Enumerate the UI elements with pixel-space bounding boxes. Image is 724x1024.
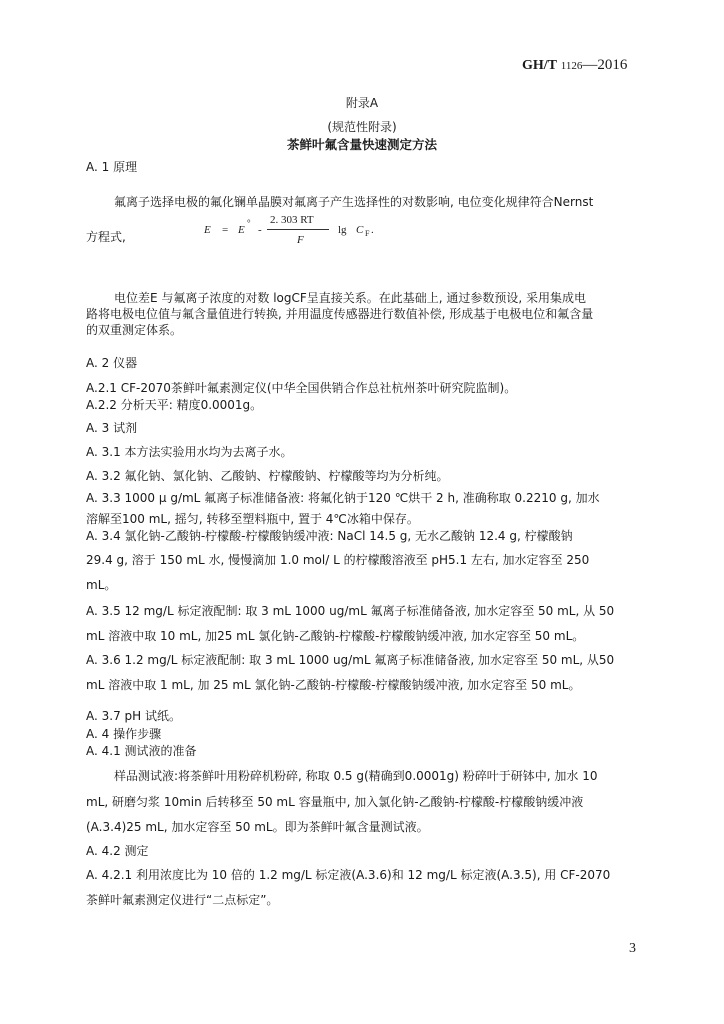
reagent-3-4-line-2: 29.4 g, 溶于 150 mL 水, 慢慢滴加 1.0 mol/ L 的柠檬酸溶液至 pH5.1 左右, 加水定容至 250 (86, 553, 590, 567)
instrument-line-1: A.2.1 CF-2070茶鲜叶氟素测定仪(中华全国供销合作总社杭州茶叶研究院监制)。 (86, 381, 517, 395)
principle-line-3: 电位差E 与氟离子浓度的对数 logCF呈直接关系。在此基础上, 通过参数预设, 采用集成电 (114, 291, 587, 305)
code-year: 2016 (597, 57, 628, 73)
formula-denominator: F (297, 234, 304, 246)
reagent-3-5-line-2: mL 溶液中取 10 mL, 加25 mL 氯化钠-乙酸钠-柠檬酸-柠檬酸钠缓冲液, 加水定容至 50 mL。 (86, 629, 585, 643)
prep-line-3: (A.3.4)25 mL, 加水定容至 50 mL。即为茶鲜叶氟含量测试液。 (86, 820, 429, 834)
fraction-line (267, 229, 329, 230)
principle-line-2: 方程式, (86, 230, 126, 244)
nernst-formula (200, 210, 400, 254)
reagent-3-3-line-2: 溶解至100 mL, 摇匀, 转移至塑料瓶中, 置于 4℃冰箱中保存。 (86, 512, 419, 526)
instrument-line-2: A.2.2 分析天平: 精度0.0001g。 (86, 398, 263, 412)
principle-line-4: 路将电极电位值与氟含量值进行转换, 并用温度传感器进行数值补偿, 形成基于电极电位和氟含量 (86, 307, 594, 321)
measure-line-1: A. 4.2.1 利用浓度比为 10 倍的 1.2 mg/L 标定液(A.3.6)和 12 mg/L 标定液(A.3.5), 用 CF-2070 (86, 868, 611, 882)
standard-code (522, 58, 627, 73)
reagent-3-4-line-3: mL。 (86, 578, 117, 592)
formula-equals: = (222, 224, 229, 236)
section-a4-heading: A. 4 操作步骤 (86, 727, 162, 741)
section-a4-2-heading: A. 4.2 测定 (86, 844, 149, 858)
formula-subscript: F (365, 229, 370, 238)
formula-c: C (356, 224, 364, 236)
reagent-3-4-line-1: A. 3.4 氯化钠-乙酸钠-柠檬酸-柠檬酸钠缓冲液: NaCl 14.5 g, 无水乙酸钠 12.4 g, 柠檬酸钠 (86, 529, 573, 543)
formula-numerator: 2. 303 RT (270, 214, 314, 226)
code-prefix: GH/T (522, 58, 558, 73)
section-a1-heading: A. 1 原理 (86, 160, 138, 174)
appendix-heading: 茶鲜叶氟含量快速测定方法 (286, 137, 437, 152)
code-dash: — (582, 57, 598, 73)
reagent-3-6-line-2: mL 溶液中取 1 mL, 加 25 mL 氯化钠-乙酸钠-柠檬酸-柠檬酸钠缓冲液, 加水定容至 50 mL。 (86, 678, 581, 692)
appendix-subtitle: (规范性附录) (327, 120, 397, 134)
reagent-3-3-line-1: A. 3.3 1000 μ g/mL 氟离子标准储备液: 将氟化钠于120 ℃烘干 2 h, 准确称取 0.2210 g, 加水 (86, 491, 600, 505)
reagent-3-6-line-1: A. 3.6 1.2 mg/L 标定液配制: 取 3 mL 1000 ug/mL 氟离子标准储备液, 加水定容至 50 mL, 从50 (86, 653, 615, 667)
prep-line-2: mL, 研磨匀浆 10min 后转移至 50 mL 容量瓶中, 加入氯化钠-乙酸钠-柠檬酸-柠檬酸钠缓冲液 (86, 795, 584, 809)
principle-line-1: 氟离子选择电极的氟化镧单晶膜对氟离子产生选择性的对数影响, 电位变化规律符合Nernst (114, 195, 594, 209)
section-a3-heading: A. 3 试剂 (86, 421, 138, 435)
page-number: 3 (629, 941, 636, 956)
section-a2-heading: A. 2 仪器 (86, 356, 138, 370)
reagent-3-5-line-1: A. 3.5 12 mg/L 标定液配制: 取 3 mL 1000 ug/mL 氟离子标准储备液, 加水定容至 50 mL, 从 50 (86, 604, 615, 618)
measure-line-2: 茶鲜叶氟素测定仪进行“二点标定”。 (86, 893, 279, 907)
principle-line-5: 的双重测定体系。 (86, 323, 183, 337)
formula-dot: . (371, 224, 374, 236)
formula-e: E (204, 224, 211, 236)
section-a4-1-heading: A. 4.1 测试液的准备 (86, 744, 197, 758)
prep-line-1: 样品测试液:将茶鲜叶用粉碎机粉碎, 称取 0.5 g(精确到0.0001g) 粉碎叶于研钵中, 加水 10 (114, 769, 598, 783)
formula-degree: ° (247, 218, 251, 228)
reagent-3-1: A. 3.1 本方法实验用水均为去离子水。 (86, 445, 293, 459)
formula-e0: E (238, 224, 245, 236)
reagent-3-2: A. 3.2 氟化钠、氯化钠、乙酸钠、柠檬酸钠、柠檬酸等均为分析纯。 (86, 469, 449, 483)
formula-minus: - (258, 224, 262, 236)
appendix-title: 附录A (345, 96, 379, 110)
code-number: 1126 (560, 60, 583, 72)
formula-log: lg (338, 224, 347, 236)
reagent-3-7: A. 3.7 pH 试纸。 (86, 709, 181, 723)
